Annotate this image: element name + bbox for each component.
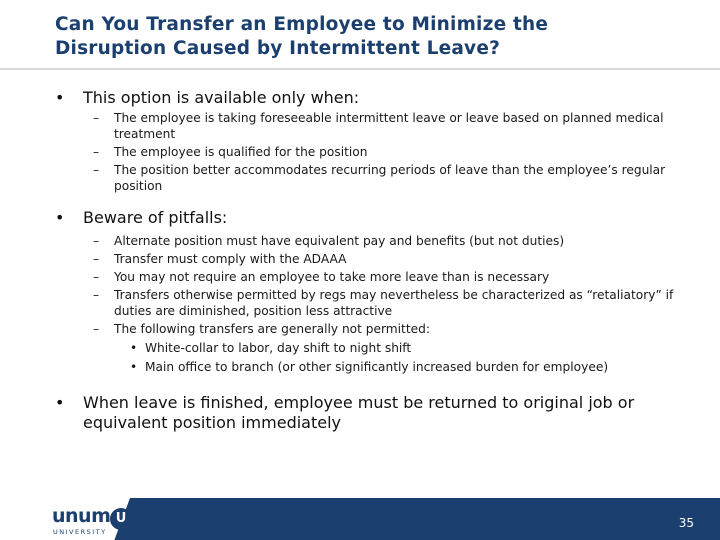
page-number: 35 [678, 516, 694, 530]
slide-title-line-2: Disruption Caused by Intermittent Leave? [55, 38, 500, 59]
bullet-text: When leave is finished, employee must be returned to original job or equivalent position immediately [83, 393, 635, 432]
sub-marker: – [93, 270, 100, 284]
sub-marker: – [93, 111, 100, 125]
sub-text: Transfers otherwise permitted by regs may nevertheless be characterized as “retaliatory” if duties are diminished, position less attractive [114, 288, 674, 318]
sub-text: The employee is qualified for the position [114, 145, 368, 159]
bullet-marker: • [55, 208, 65, 227]
unum-university-logo [52, 505, 142, 538]
sub-text: Transfer must comply with the ADAAA [114, 252, 347, 266]
bullet-marker: • [55, 88, 65, 107]
sub-sub-text: White-collar to labor, day shift to night shift [145, 341, 412, 355]
sub-sub-text: Main office to branch (or other significantly increased burden for employee) [145, 360, 609, 374]
sub-sub-marker: • [130, 360, 138, 374]
sub-marker: – [93, 252, 100, 266]
slide-title [55, 13, 695, 61]
sub-marker: – [93, 163, 100, 177]
sub-text: The following transfers are generally not permitted: [114, 322, 430, 336]
sub-marker: – [93, 234, 100, 248]
sub-sub-marker: • [130, 341, 138, 355]
logo-badge-icon: U [110, 508, 132, 530]
title-divider [0, 68, 720, 70]
sub-text: The position better accommodates recurring periods of leave than the employee’s regular position [114, 163, 666, 193]
slide-title-line-1: Can You Transfer an Employee to Minimize the [55, 14, 549, 35]
sub-text: The employee is taking foreseeable intermittent leave or leave based on planned medical treatment [114, 111, 664, 141]
bullet-text: Beware of pitfalls: [83, 208, 228, 227]
bullet-marker: • [55, 393, 65, 412]
sub-marker: – [93, 145, 100, 159]
sub-marker: – [93, 322, 100, 336]
logo-subtitle: UNIVERSITY [53, 528, 107, 536]
sub-text: You may not require an employee to take more leave than is necessary [114, 270, 550, 284]
sub-marker: – [93, 288, 100, 302]
logo-wordmark: unum [52, 505, 111, 527]
sub-text: Alternate position must have equivalent pay and benefits (but not duties) [114, 234, 565, 248]
bullet-text: This option is available only when: [83, 88, 360, 107]
